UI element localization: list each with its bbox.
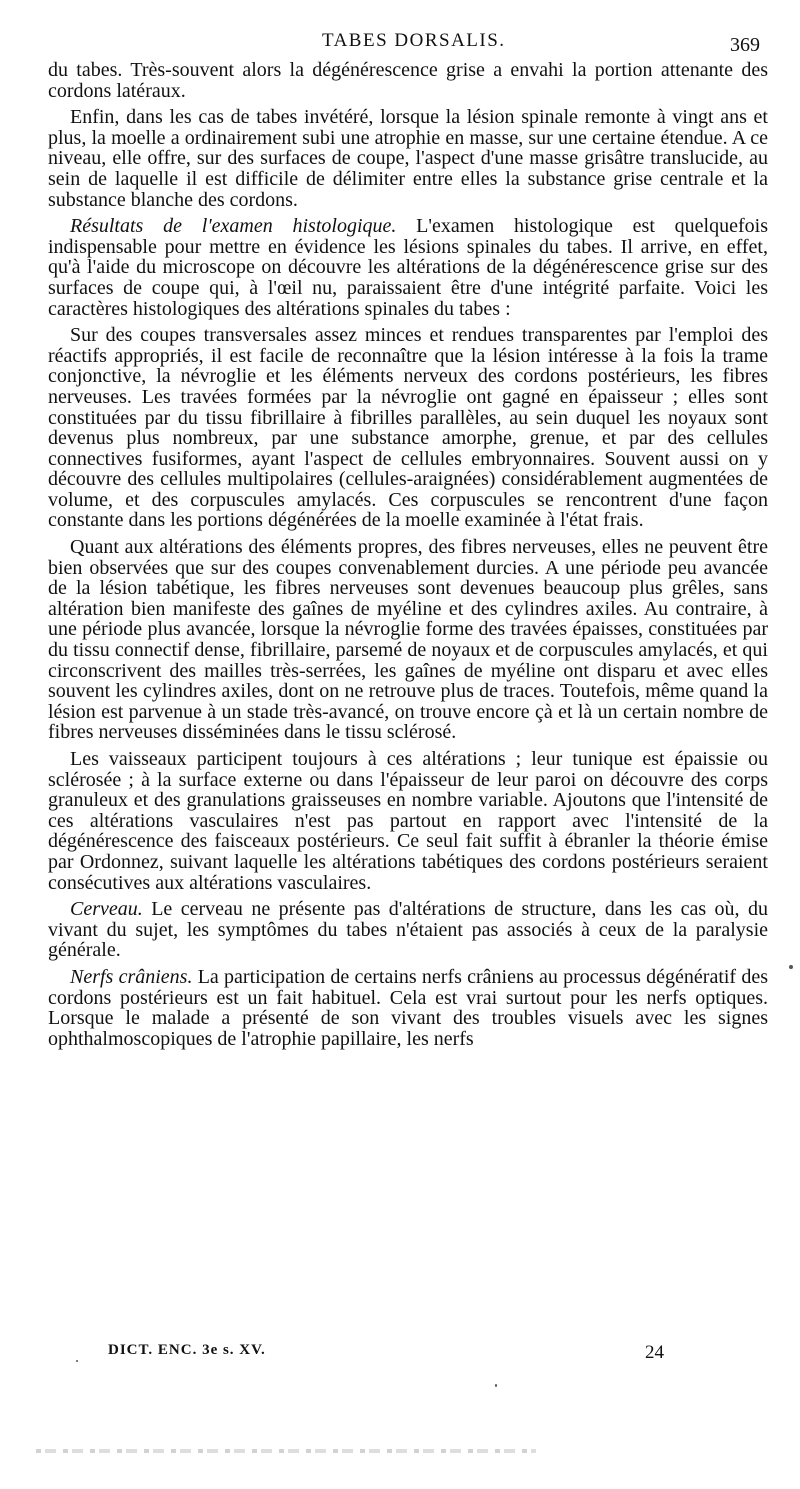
paragraph-brain	[48, 899, 768, 961]
page-number: 369	[730, 34, 760, 56]
print-speck	[76, 1360, 78, 1362]
section-lead-cranial-nerves: Nerfs crâniens.	[70, 965, 193, 988]
running-head	[0, 30, 800, 56]
paragraph-text: L'examen histologique est quelquefois indispensable pour mettre en évidence les lésions spinales du tabes. Il arrive, en effet, qu'à l'aide du microscope on découvre les altérations de la dégénérescence grise sur des surfaces de coupe qui, à l'œil nu, paraissaient être d'une intégrité parfaite. Voici les caractères histologiques des altérations spinales du tabes :	[48, 215, 768, 320]
paragraph-text: La participation de certains nerfs crâniens au processus dégénératif des cordons postérieurs est un fait habituel. Cela est vrai surtout pour les nerfs optiques. Lorsque le malade a présenté de son vivant des troubles visuels avec les signes ophthalmoscopiques de l'atrophie papillaire, les nerfs	[48, 965, 768, 1050]
paragraph-text: Quant aux altérations des éléments propres, des fibres nerveuses, elles ne peuvent être bien observées que sur des coupes convenablement durcies. A une période peu avancée de la lésion tabétique, les fibres nerveuses sont devenues beaucoup plus grêles, sans altération bien manifeste des gaînes de myéline et des cylindres axiles. Au contraire, à une période plus avancée, lorsque la névroglie forme des travées épaisses, constituées par du tissu connectif dense, fibrillaire, parsemé de noyaux et de corpuscules amylacés, et qui circonscrivent des mailles très-serrées, les gaînes de myéline ont disparu et avec elles souvent les cylindres axiles, dont on ne retrouve plus de traces. Toutefois, même quand la lésion est parvenue à un stade très-avancé, on trouve encore çà et là un certain nombre de fibres nerveuses disséminées dans le tissu sclérosé.	[48, 536, 768, 744]
scan-noise	[36, 1449, 536, 1453]
print-speck	[495, 1384, 497, 1387]
paragraph-histology	[48, 216, 768, 319]
section-lead-histology: Résultats de l'examen histologique.	[70, 215, 397, 238]
paragraph-cranial-nerves	[48, 967, 768, 1049]
running-title: TABES DORSALIS.	[322, 30, 506, 51]
section-lead-brain: Cerveau.	[70, 898, 143, 921]
print-speck	[789, 965, 793, 969]
paragraph-text: Enfin, dans les cas de tabes invétéré, lorsque la lésion spinale remonte à vingt ans et plus, la moelle a ordinairement subi une atrophie en masse, sur une certaine étendue. A ce niveau, elle offre, sur des surfaces de coupe, l'aspect d'une masse grisâtre translucide, au sein de laquelle il est difficile de délimiter entre elles la substance grise centrale et la substance blanche des cordons.	[48, 106, 768, 211]
sheet-number: 24	[645, 1342, 664, 1363]
paragraph-continuation	[48, 60, 768, 101]
printer-signature: DICT. ENC. 3e s. XV.	[108, 1342, 266, 1358]
paragraph-text: Le cerveau ne présente pas d'altérations de structure, dans les cas où, du vivant du sujet, les symptômes du tabes n'étaient pas associés à ceux de la paralysie générale.	[48, 898, 768, 962]
paragraph-vessels	[48, 749, 768, 893]
paragraph-atrophy	[48, 107, 768, 210]
paragraph-text: du tabes. Très-souvent alors la dégénérescence grise a envahi la portion attenante des cordons latéraux.	[48, 59, 768, 102]
page-footer	[0, 1340, 800, 1370]
paragraph-nerve-fibers	[48, 537, 768, 743]
paragraph-text: Sur des coupes transversales assez minces et rendues transparentes par l'emploi des réactifs appropriés, il est facile de reconnaître que la lésion intéresse à la fois la trame conjonctive, la névroglie et les éléments nerveux des cordons postérieurs, les fibres nerveuses. Les travées formées par la névroglie ont gagné en épaisseur ; elles sont constituées par du tissu fibrillaire à fibrilles parallèles, au sein duquel les noyaux sont devenus plus nombreux, par une substance amorphe, grenue, et par des cellules connectives fusiformes, ayant l'aspect de cellules embryonnaires. Souvent aussi on y découvre des cellules multipolaires (cellules-araignées) considérablement augmentées de volume, et des corpuscules amylacés. Ces corpuscules se rencontrent d'une façon constante dans les portions dégénérées de la moelle examinée à l'état frais.	[48, 324, 768, 532]
paragraph-text: Les vaisseaux participent toujours à ces altérations ; leur tunique est épaissie ou sclérosée ; à la surface externe ou dans l'épaisseur de leur paroi on découvre des corps granuleux et des granulations graisseuses en nombre variable. Ajoutons que l'intensité de ces altérations vasculaires n'est pas partout en rapport avec l'intensité de la dégénérescence des faisceaux postérieurs. Ce seul fait suffit à ébranler la théorie émise par Ordonnez, suivant laquelle les altérations tabétiques des cordons postérieurs seraient consécutives aux altérations vasculaires.	[48, 748, 768, 894]
body-text	[48, 60, 768, 1049]
paragraph-transverse-sections	[48, 325, 768, 531]
